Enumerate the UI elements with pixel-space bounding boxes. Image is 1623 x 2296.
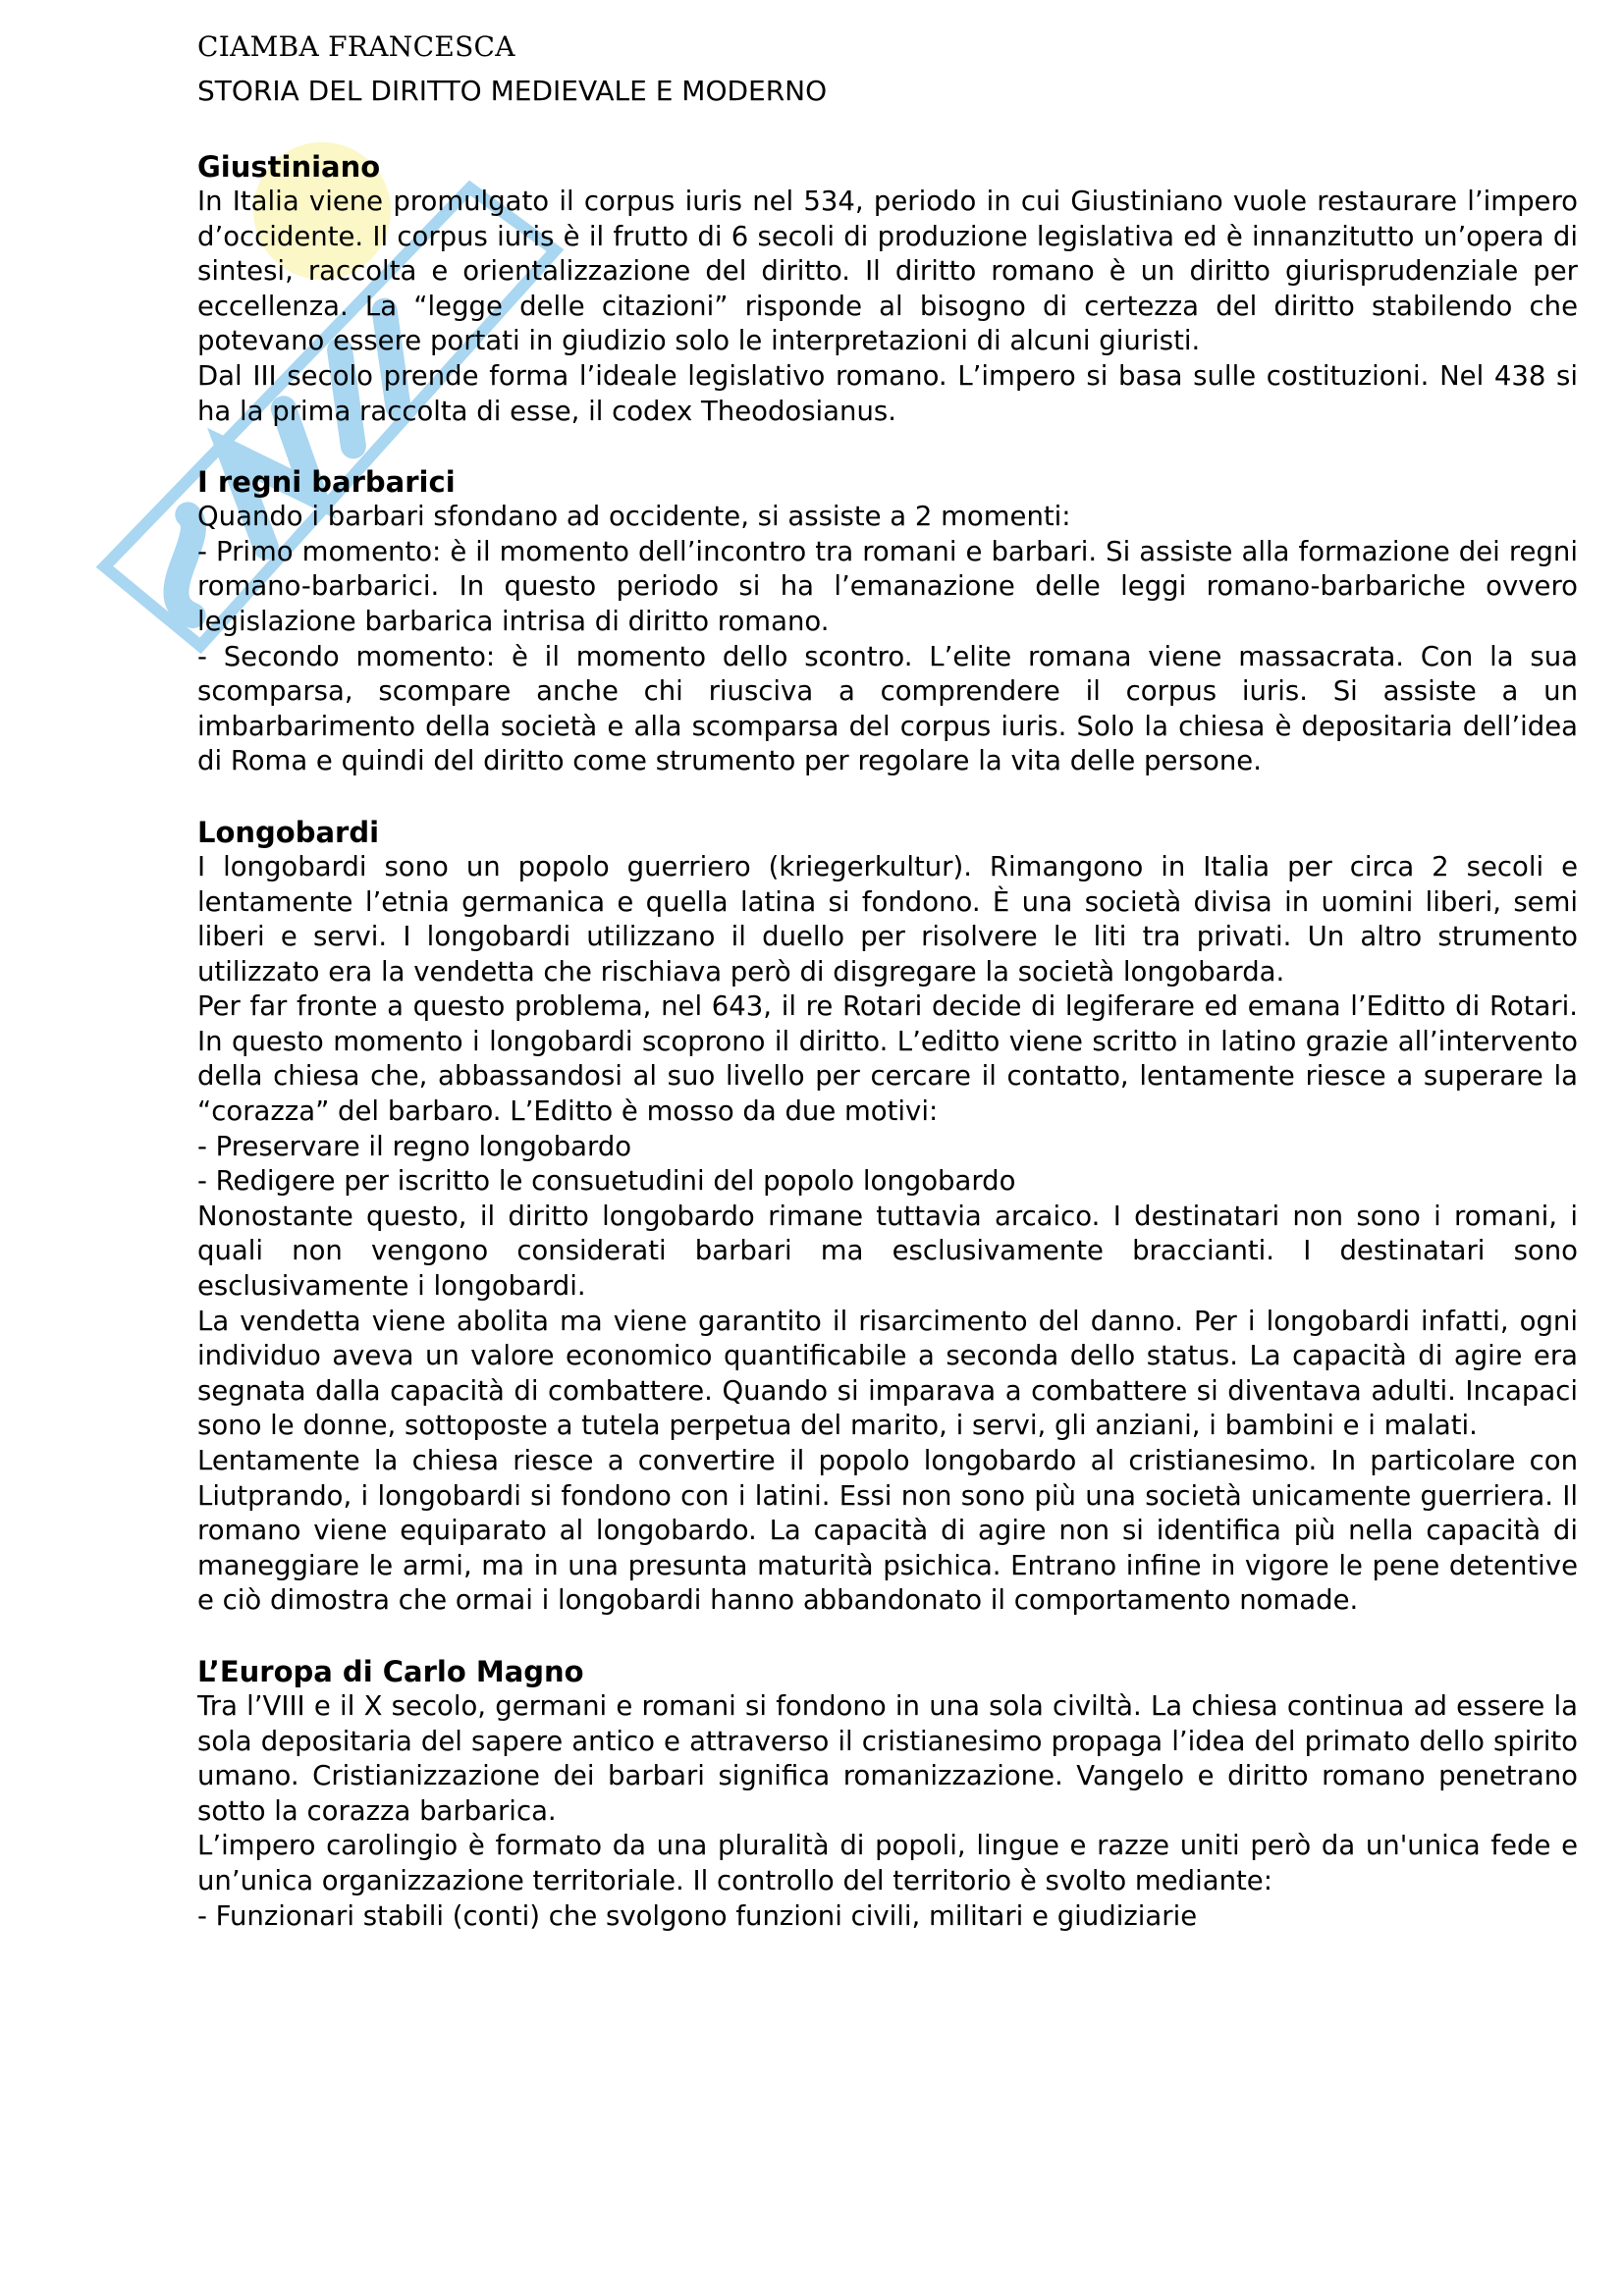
paragraph: - Preservare il regno longobardo bbox=[197, 1130, 632, 1162]
paragraph: - Secondo momento: è il momento dello scontro. L’elite romana viene massacrata. Con la sua scomparsa, scompare anche chi riusciva a comprendere il corpus iuris. Si assiste a un imbarbarimento della società e alla scomparsa del corpus iuris. Solo la chiesa è depositaria dell’idea di Roma e quindi del diritto come strumento per regolare la vita delle persone. bbox=[197, 640, 1578, 777]
section-heading: L’Europa di Carlo Magno bbox=[197, 1654, 584, 1688]
section-carlo-magno bbox=[197, 1654, 1578, 1934]
section-heading: I regni barbarici bbox=[197, 465, 456, 500]
paragraph: L’impero carolingio è formato da una pluralità di popoli, lingue e razze uniti però da un'unica fede e un’unica organizzazione territoriale. Il controllo del territorio è svolto mediante: bbox=[197, 1830, 1578, 1896]
paragraph: - Redigere per iscritto le consuetudini del popolo longobardo bbox=[197, 1165, 1016, 1198]
section-longobardi bbox=[197, 815, 1578, 1619]
paragraph: In Italia viene promulgato il corpus iuris nel 534, periodo in cui Giustiniano vuole restaurare l’impero d’occidente. Il corpus iuris è il frutto di 6 secoli di produzione legislativa ed è innanzitutto un’opera di sintesi, raccolta e orientalizzazione del diritto. Il diritto romano è un diritto giurisprudenziale per eccellenza. La “legge delle citazioni” risponde al bisogno di certezza del diritto stabilendo che potevano essere portati in giudizio solo le interpretazioni di alcuni giuristi. bbox=[197, 186, 1578, 357]
paragraph: La vendetta viene abolita ma viene garantito il risarcimento del danno. Per i longobardi infatti, ogni individuo aveva un valore economico quantificabile a seconda dello status. La capacità di agire era segnata dalla capacità di combattere. Quando si imparava a combattere si diventava adulti. Incapaci sono le donne, sottoposte a tutela perpetua del marito, i servi, gli anziani, i bambini e i malati. bbox=[197, 1305, 1578, 1442]
course-title: STORIA DEL DIRITTO MEDIEVALE E MODERNO bbox=[197, 75, 828, 107]
paragraph: Per far fronte a questo problema, nel 643, il re Rotari decide di legiferare ed emana l’Editto di Rotari. In questo momento i longobardi scoprono il diritto. L’editto viene scritto in latino grazie all’intervento della chiesa che, abbassandosi al suo livello per cercare il contatto, lentamente riesce a superare la “corazza” del barbaro. L’Editto è mosso da due motivi: bbox=[197, 990, 1578, 1128]
paragraph: Nonostante questo, il diritto longobardo rimane tuttavia arcaico. I destinatari non sono i romani, i quali non vengono considerati barbari ma esclusivamente braccianti. I destinatari sono esclusivamente i longobardi. bbox=[197, 1200, 1578, 1303]
document-page bbox=[197, 25, 1578, 1934]
paragraph: Quando i barbari sfondano ad occidente, si assiste a 2 momenti: bbox=[197, 501, 1071, 533]
section-heading: Longobardi bbox=[197, 815, 380, 849]
paragraph: Dal III secolo prende forma l’ideale legislativo romano. L’impero si basa sulle costituzioni. Nel 438 si ha la prima raccolta di esse, il codex Theodosianus. bbox=[197, 359, 1578, 427]
section-regni-barbarici bbox=[197, 464, 1578, 779]
paragraph: - Funzionari stabili (conti) che svolgono funzioni civili, militari e giudiziarie bbox=[197, 1899, 1198, 1932]
author-name: CIAMBA FRANCESCA bbox=[197, 30, 515, 63]
paragraph: Tra l’VIII e il X secolo, germani e romani si fondono in una sola civiltà. La chiesa continua ad essere la sola depositaria del sapere antico e attraverso il cristianesimo propaga l’idea del primato dello spirito umano. Cristianizzazione dei barbari significa romanizzazione. Vangelo e diritto romano penetrano sotto la corazza barbarica. bbox=[197, 1689, 1578, 1827]
paragraph: - Primo momento: è il momento dell’incontro tra romani e barbari. Si assiste alla formazione dei regni romano-barbarici. In questo periodo si ha l’emanazione delle leggi romano-barbariche ovvero legislazione barbarica intrisa di diritto romano. bbox=[197, 535, 1578, 637]
section-giustiniano bbox=[197, 149, 1578, 429]
paragraph: Lentamente la chiesa riesce a convertire il popolo longobardo al cristianesimo. In particolare con Liutprando, i longobardi si fondono con i latini. Essi non sono più una società unicamente guerriera. Il romano viene equiparato al longobardo. La capacità di agire non si identifica più nella capacità di maneggiare le armi, ma in una presunta maturità psichica. Entrano infine in vigore le pene detentive e ciò dimostra che ormai i longobardi hanno abbandonato il comportamento nomade. bbox=[197, 1445, 1578, 1617]
paragraph: I longobardi sono un popolo guerriero (kriegerkultur). Rimangono in Italia per circa 2 secoli e lentamente l’etnia germanica e quella latina si fondono. È una società divisa in uomini liberi, semi liberi e servi. I longobardi utilizzano il duello per risolvere le liti tra privati. Un altro strumento utilizzato era la vendetta che rischiava però di disgregare la società longobarda. bbox=[197, 850, 1578, 988]
section-heading: Giustiniano bbox=[197, 150, 381, 184]
